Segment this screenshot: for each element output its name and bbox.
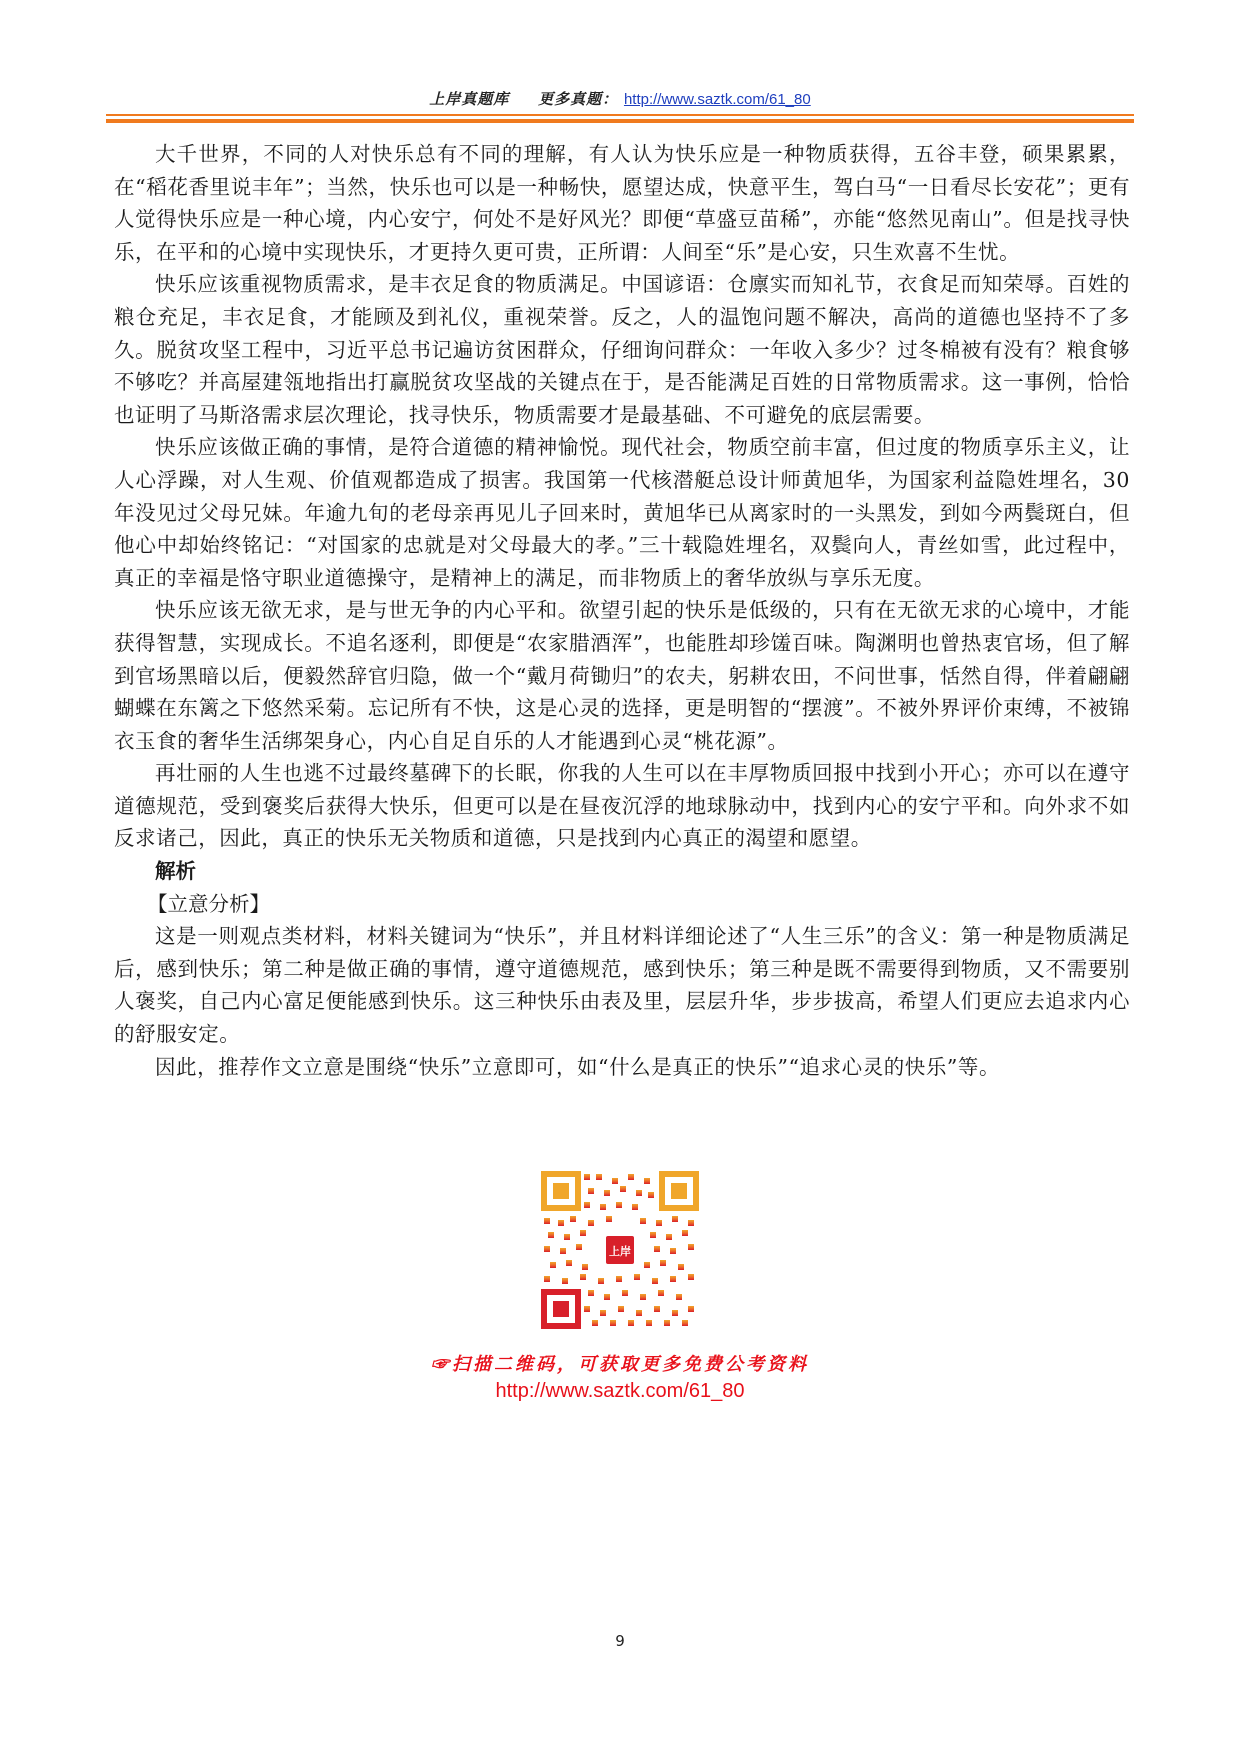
analysis-heading: 解析 <box>155 859 196 884</box>
essay-paragraph: 快乐应该无欲无求，是与世无争的内心平和。欲望引起的快乐是低级的，只有在无欲无求的心境中，才能获得智慧，实现成长。不追名逐利，即便是“农家腊酒浑”，也能胜却珍馐百味。陶渊明也曾热衷官场，但了解到官场黑暗以后，便毅然辞官归隐，做一个“戴月荷锄归”的农夫，躬耕农田，不问世事，恬然自得，伴着翩翩蝴蝶在东篱之下悠然采菊。忘记所有不快，这是心灵的选择，更是明智的“摆渡”。不被外界评价束缚，不被锦衣玉食的奢华生活绑架身心，内心自足自乐的人才能遇到心灵“桃花源”。 <box>114 598 1130 753</box>
header-divider-thick <box>106 119 1134 123</box>
qr-code[interactable] <box>540 1170 700 1330</box>
essay-paragraph: 快乐应该做正确的事情，是符合道德的精神愉悦。现代社会，物质空前丰富，但过度的物质享乐主义，让人心浮躁，对人生观、价值观都造成了损害。我国第一代核潜艇总设计师黄旭华，为国家利益隐姓埋名，30年没见过父母兄妹。年逾九旬的老母亲再见儿子回来时，黄旭华已从离家时的一头黑发，到如今两鬓斑白，但他心中却始终铭记：“对国家的忠就是对父母最大的孝。”三十载隐姓埋名，双鬓向人，青丝如雪，此过程中，真正的幸福是恪守职业道德操守，是精神上的满足，而非物质上的奢华放纵与享乐无度。 <box>114 435 1130 590</box>
analysis-paragraph: 因此，推荐作文立意是围绕“快乐”立意即可，如“什么是真正的快乐”“追求心灵的快乐”等。 <box>155 1054 1001 1079</box>
header-link[interactable]: http://www.saztk.com/61_80 <box>623 91 811 108</box>
essay-paragraph: 大千世界，不同的人对快乐总有不同的理解，有人认为快乐应是一种物质获得，五谷丰登，硕果累累，在“稻花香里说丰年”；当然，快乐也可以是一种畅快，愿望达成，快意平生，驾白马“一日看尽长安花”；更有人觉得快乐应是一种心境，内心安宁，何处不是好风光？即便“草盛豆苗稀”，亦能“悠然见南山”。但是找寻快乐，在平和的心境中实现快乐，才更持久更可贵，正所谓：人间至“乐”是心安，只生欢喜不生忧。 <box>114 142 1130 264</box>
header-brand: 上岸真题库 <box>429 90 510 108</box>
essay-paragraph: 快乐应该重视物质需求，是丰衣足食的物质满足。中国谚语：仓廪实而知礼节，衣食足而知荣辱。百姓的粮仓充足，丰衣足食，才能顾及到礼仪，重视荣誉。反之，人的温饱问题不解决，高尚的道德也坚持不了多久。脱贫攻坚工程中，习近平总书记遍访贫困群众，仔细询问群众：一年收入多少？过冬棉被有没有？粮食够不够吃？并高屋建瓴地指出打赢脱贫攻坚战的关键点在于，是否能满足百姓的日常物质需求。这一事例，恰恰也证明了马斯洛需求层次理论，找寻快乐，物质需要才是最基础、不可避免的底层需要。 <box>114 272 1130 427</box>
qr-caption: ☞扫描二维码，可获取更多免费公考资料 <box>431 1354 809 1375</box>
page-number: 9 <box>615 1632 625 1650</box>
header-divider-thin <box>106 114 1134 116</box>
document-body <box>114 138 1130 1083</box>
qr-caption-link[interactable]: http://www.saztk.com/61_80 <box>495 1380 745 1402</box>
header-more-label: 更多真题： <box>538 90 619 108</box>
svg-text:上岸: 上岸 <box>609 1245 631 1258</box>
essay-paragraph: 再壮丽的人生也逃不过最终墓碑下的长眠，你我的人生可以在丰厚物质回报中找到小开心；亦可以在遵守道德规范，受到褒奖后获得大快乐，但更可以是在昼夜沉浮的地球脉动中，找到内心的安宁平和。向外求不如反求诸己，因此，真正的快乐无关物质和道德，只是找到内心真正的渴望和愿望。 <box>114 761 1130 851</box>
page-header <box>0 88 1240 109</box>
analysis-subheading: 【立意分析】 <box>147 891 270 916</box>
analysis-paragraph: 这是一则观点类材料，材料关键词为“快乐”，并且材料详细论述了“人生三乐”的含义：第一种是物质满足后，感到快乐；第二种是做正确的事情，遵守道德规范，感到快乐；第三种是既不需要得到物质，又不需要别人褒奖，自己内心富足便能感到快乐。这三种快乐由表及里，层层升华，步步拔高，希望人们更应去追求内心的舒服安定。 <box>114 924 1130 1047</box>
qr-code-icon <box>540 1170 700 1330</box>
